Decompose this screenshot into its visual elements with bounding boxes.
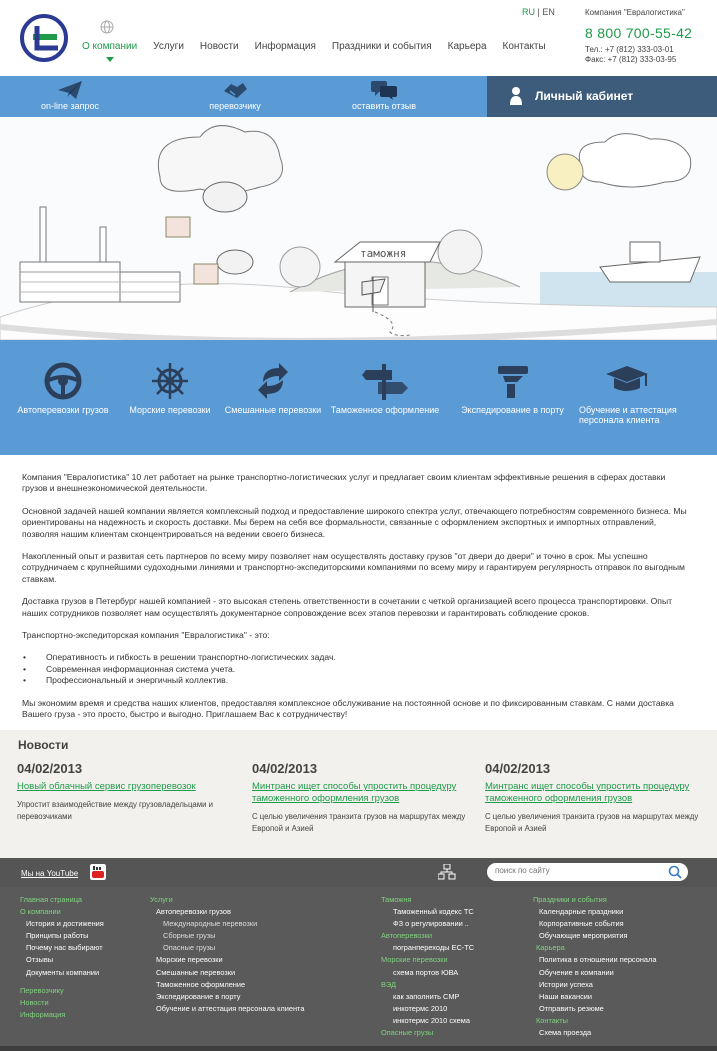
about-paragraph: Доставка грузов в Петербург нашей компанией - это высокая степень ответственности в сочетании с четкой организацией всего процесса транспортировки. Опыт наших сотрудников позволяет нам осуществлять документарное сопровождение всех этапов перевозки и гарантировать соблюдение сроков.: [22, 596, 673, 618]
footer-link[interactable]: Услуги: [150, 895, 173, 904]
fax-line: Факс: +7 (812) 333-03-95: [585, 55, 677, 64]
online-request-label: on-line запрос: [40, 101, 100, 111]
footer-sitemap: [0, 887, 717, 1051]
footer-link[interactable]: Обучающие мероприятия: [539, 931, 628, 941]
service-mixed-label: Смешанные перевозки: [224, 405, 322, 415]
company-logo[interactable]: [20, 14, 68, 62]
footer-link[interactable]: Почему нас выбирают: [26, 943, 103, 953]
service-mixed[interactable]: [218, 362, 328, 415]
news-date: 04/02/2013: [252, 761, 318, 776]
footer-link[interactable]: погранпереходы ЕС-ТС: [393, 943, 475, 953]
service-port[interactable]: [455, 362, 570, 415]
lang-separator: |: [537, 7, 540, 17]
footer-link[interactable]: Политика в отношении персонала: [539, 955, 657, 965]
footer-link[interactable]: Морские перевозки: [381, 955, 448, 965]
about-paragraph: Накопленный опыт и развитая сеть партнеров по всему миру позволяет нам осуществлять доставку грузов "от двери до двери" и точно в срок. Мы успешно сотрудничаем с крупнейшими судоходными линиями и транспортно-экспедиторскими компаниями по всему миру и гарантируем регулярность отправок по выгодным ставкам.: [22, 551, 685, 584]
list-item: • Оперативность и гибкость в решении транспортно-логистических задач.: [22, 652, 692, 663]
service-port-label: Экспедирование в порту: [461, 405, 564, 415]
footer-link[interactable]: Контакты: [536, 1015, 568, 1025]
news-item: [485, 761, 700, 835]
footer-link[interactable]: Морские перевозки: [156, 955, 223, 965]
nav-about[interactable]: [76, 41, 143, 52]
nav-events[interactable]: Праздники и события: [331, 41, 432, 52]
main-nav: [76, 41, 556, 52]
about-list: [22, 652, 692, 686]
footer-col-4: [533, 894, 656, 1039]
user-icon: [509, 86, 523, 106]
footer-link[interactable]: Опасные грузы: [381, 1028, 434, 1038]
online-request-button[interactable]: [30, 76, 110, 117]
footer-link[interactable]: Календарные праздники: [539, 907, 624, 917]
personal-cabinet-button[interactable]: [487, 76, 717, 117]
search-icon[interactable]: [668, 865, 682, 879]
header: [0, 0, 717, 76]
footer-link[interactable]: Информация: [20, 1009, 66, 1019]
news-text: Упростит взаимодействие между грузовладельцами и перевозчиками: [17, 800, 213, 821]
footer-link[interactable]: Сборные грузы: [163, 931, 216, 941]
graduation-cap-icon: [604, 362, 650, 400]
footer-link[interactable]: Экспедирование в порту: [156, 991, 241, 1001]
footer-link[interactable]: Отзывы: [26, 955, 54, 965]
personal-cabinet-label: Личный кабинет: [535, 89, 634, 103]
nav-info[interactable]: Информация: [254, 41, 316, 52]
about-paragraph: Транспортно-экспедиторская компания "Евралогистика" - это:: [22, 630, 270, 641]
service-training-label: Обучение и аттестация персонала клиента: [579, 405, 677, 425]
footer-link[interactable]: Таможня: [381, 895, 412, 904]
footer-link[interactable]: Новости: [20, 997, 49, 1007]
footer-link[interactable]: Карьера: [536, 943, 565, 953]
footer-link[interactable]: инкотермс 2010 схема: [393, 1015, 470, 1025]
footer-link[interactable]: как заполнить CMP: [393, 991, 460, 1001]
nav-career[interactable]: Карьера: [447, 41, 487, 52]
sitemap-icon[interactable]: [438, 864, 456, 880]
search-input[interactable]: [495, 866, 665, 875]
footer-bottom-bar: [0, 1046, 717, 1051]
service-auto-label: Автоперевозки грузов: [17, 405, 109, 415]
footer-link[interactable]: Схема проезда: [539, 1028, 592, 1038]
footer-link[interactable]: инкотермс 2010: [393, 1003, 448, 1013]
youtube-icon[interactable]: [90, 864, 106, 880]
news-item: [17, 761, 232, 823]
feedback-button[interactable]: [344, 76, 424, 117]
carrier-label: перевозчику: [209, 101, 261, 111]
about-text: [22, 472, 692, 732]
footer-toolbar: [0, 858, 717, 887]
services-panel: [0, 340, 717, 455]
footer-link[interactable]: Истории успеха: [539, 979, 593, 989]
ship-wheel-icon: [150, 362, 190, 400]
footer-link[interactable]: Отправить резюме: [539, 1003, 604, 1013]
service-training[interactable]: [579, 362, 704, 425]
news-section: [0, 730, 717, 858]
service-sea-label: Морские перевозки: [129, 405, 211, 415]
footer-link[interactable]: Перевозчику: [20, 985, 64, 995]
steering-wheel-icon: [43, 362, 83, 400]
news-date: 04/02/2013: [485, 761, 551, 776]
main-phone: 8 800 700-55-42: [585, 25, 693, 41]
lang-en[interactable]: EN: [542, 7, 555, 17]
footer-col-2: [150, 894, 304, 1015]
footer-link[interactable]: Таможенный кодекс ТС: [393, 907, 474, 917]
search-box: [487, 863, 688, 881]
about-paragraph: Основной задачей нашей компании является комплексный подход и предоставление широкого спектра услуг, отвечающего потребностям современного бизнеса. Мы ориентированы на надежность и скорость доставки. Мы берем на себя все формальности, связанные с оформлением экспортных и импортных отправлений, позволяя нашим клиентам сконцентрироваться на ведении своего бизнеса.: [22, 505, 687, 539]
news-text: С целью увеличения транзита грузов на маршрутах между Европой и Азией: [485, 812, 699, 833]
nav-services[interactable]: Услуги: [153, 41, 184, 52]
footer-link[interactable]: Опасные грузы: [163, 943, 216, 953]
chat-bubbles-icon: [369, 79, 399, 101]
footer-link[interactable]: Принципы работы: [26, 931, 89, 941]
footer-link[interactable]: Праздники и события: [533, 895, 607, 904]
exchange-arrows-icon: [253, 362, 293, 400]
footer-link[interactable]: Обучение и аттестация персонала клиента: [156, 1003, 305, 1013]
footer-col-1: [20, 894, 104, 1021]
news-link[interactable]: Минтранс ищет способы упростить процедуру таможенного оформления грузов: [252, 781, 457, 804]
news-item: [252, 761, 467, 835]
language-switch: [522, 7, 555, 17]
hero-illustration: [0, 117, 717, 340]
service-customs[interactable]: [330, 362, 440, 415]
footer-link[interactable]: Обучение в компании: [539, 967, 614, 977]
news-title: Новости: [18, 738, 69, 752]
handshake-icon: [221, 79, 249, 101]
globe-icon: [100, 20, 114, 34]
nav-about-label: О компании: [82, 41, 138, 52]
footer-link[interactable]: ВЭД: [381, 979, 397, 989]
footer-link[interactable]: ФЗ о регулировании ..: [393, 919, 469, 929]
footer-link[interactable]: История и достижения: [26, 919, 104, 929]
footer-link[interactable]: Таможенное оформление: [156, 979, 246, 989]
footer-link[interactable]: Главная страница: [20, 895, 83, 904]
news-text: С целью увеличения транзита грузов на маршрутах между Европой и Азией: [252, 812, 466, 833]
signpost-icon: [362, 362, 408, 400]
service-auto[interactable]: [8, 362, 118, 415]
hero-scene: [0, 117, 717, 340]
footer-link[interactable]: Наши вакансии: [539, 991, 593, 1001]
action-bar: [0, 76, 717, 117]
footer-link[interactable]: Автоперевозки грузов: [156, 907, 231, 917]
footer-link[interactable]: О компании: [20, 907, 61, 917]
list-item: • Современная информационная система учета.: [22, 664, 692, 675]
customs-sign-text: таможня: [360, 247, 407, 260]
footer-link[interactable]: Международные перевозки: [163, 919, 258, 929]
footer-link[interactable]: схема портов ЮВА: [393, 967, 459, 977]
nav-news[interactable]: Новости: [199, 41, 239, 52]
news-date: 04/02/2013: [17, 761, 83, 776]
footer-col-3: [381, 894, 474, 1039]
paper-roll-icon: [493, 362, 533, 400]
about-paragraph: Мы экономим время и средства наших клиентов, предоставляя комплексное обслуживание на постоянной основе и по фиксированным ставкам. С нами доставка Вашего груза - это просто, быстро и выгодно. Приглашаем Вас к сотрудничеству!: [22, 697, 674, 720]
feedback-label: оставить отзыв: [352, 101, 416, 111]
paper-plane-icon: [56, 79, 84, 101]
active-arrow-icon: [106, 57, 114, 62]
footer-link[interactable]: Смешанные перевозки: [156, 967, 236, 977]
list-item: • Профессиональный и энергичный коллектив.: [22, 675, 692, 686]
carrier-button[interactable]: [195, 76, 275, 117]
about-paragraph: Компания "Евралогистика" 10 лет работает на рынке транспортно-логистических услуг и предлагает своим клиентам эффективные решения в сферах доставки грузов и внешнеэкономической деятельности.: [22, 472, 666, 494]
lang-ru[interactable]: RU: [522, 7, 535, 17]
news-link[interactable]: Новый облачный сервис грузоперевозок: [17, 781, 196, 792]
footer-link[interactable]: Документы компании: [26, 967, 100, 977]
footer-link[interactable]: Корпоративные события: [539, 919, 624, 929]
service-sea[interactable]: [115, 362, 225, 415]
service-customs-label: Таможенное оформление: [330, 405, 440, 415]
nav-contacts[interactable]: Контакты: [502, 41, 546, 52]
footer-link[interactable]: Автоперевозки: [381, 931, 433, 941]
company-name: Компания "Евралогистика": [585, 8, 685, 17]
news-link[interactable]: Минтранс ищет способы упростить процедуру таможенного оформления грузов: [485, 781, 690, 804]
tel-line: Тел.: +7 (812) 333-03-01: [585, 45, 674, 54]
youtube-link[interactable]: Мы на YouTube: [21, 869, 79, 878]
